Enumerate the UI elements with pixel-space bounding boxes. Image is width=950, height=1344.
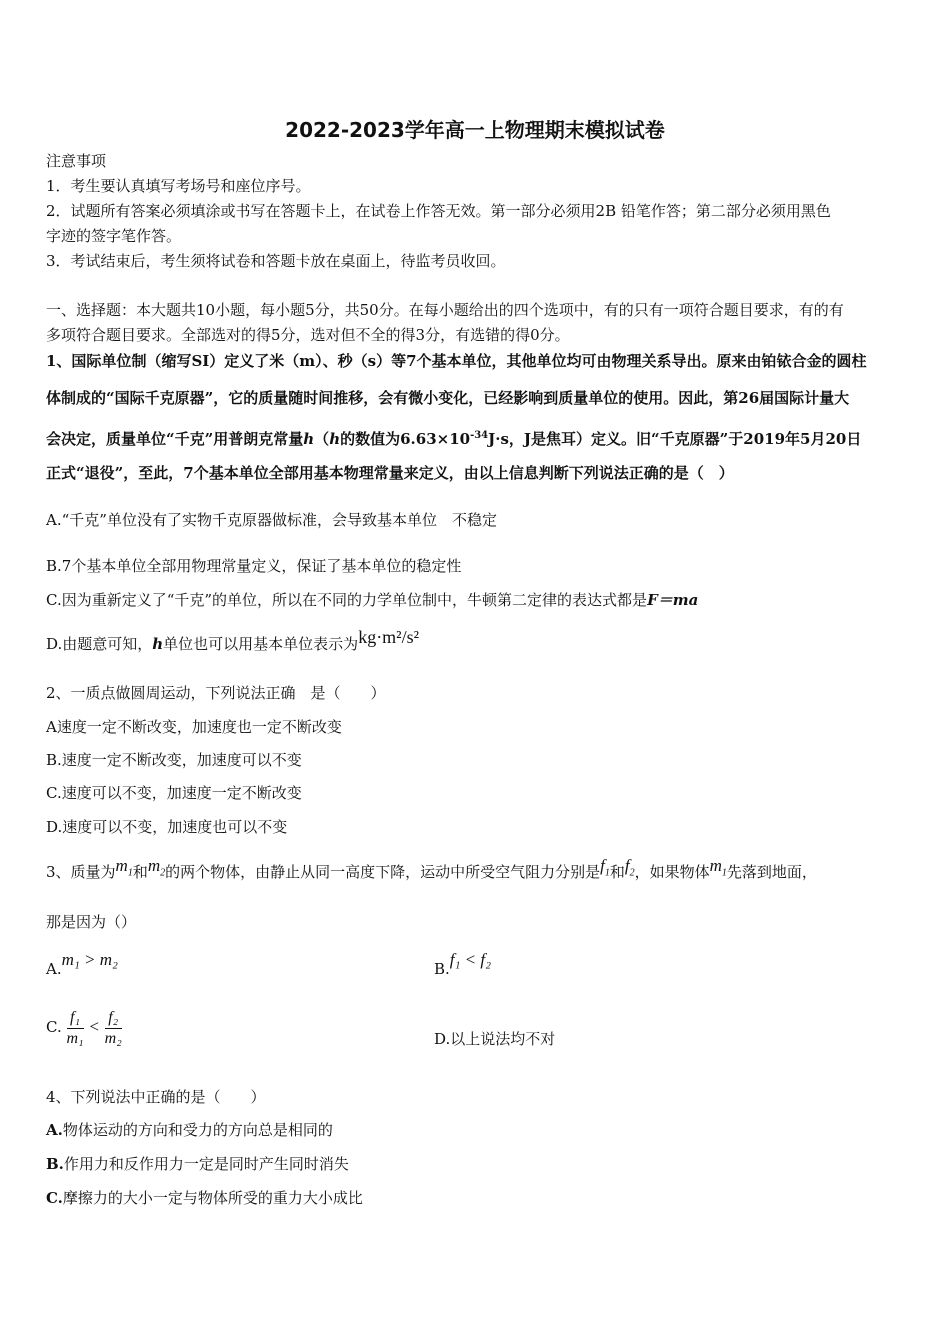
q1-option-d: D.由题意可知，h单位也可以用基本单位表示为kg·m²/s² [46,627,419,653]
q4-stem: 4、下列说法中正确的是（ ） [46,1088,266,1106]
section-heading-cont: 多项符合题目要求。全部选对的得5分，选对但不全的得3分，有选错的得0分。 [46,326,570,344]
q2-option-b: B.速度一定不断改变，加速度可以不变 [46,751,302,769]
page-title: 2022-2023学年高一上物理期末模拟试卷 [285,118,665,142]
math-m1: $m_1$ [709,856,727,879]
newton-formula: F＝ma [647,591,699,609]
q1-stem-line: 1、国际单位制（缩写SI）定义了米（m）、秒（s）等7个基本单位，其他单位均可由物理关系导出。原来由铂铱合金的圆柱 [46,352,867,370]
inequality-f: f₁ < f₂ [449,950,492,969]
planck-symbol: h [329,430,341,448]
q3-option-b: B.f₁ < f₂ [434,950,492,978]
planck-symbol: h [303,430,315,448]
section-heading: 一、选择题：本大题共10小题，每小题5分，共50分。在每小题给出的四个选项中，有的只有一项符合题目要求，有的有 [46,301,844,319]
q3-stem: 3、质量为$m_1$和$m_2$的两个物体，由静止从同一高度下降，运动中所受空气阻力分别是$f_1$和$f_2$，如果物体$m_1$先落到地面， [46,856,817,881]
notice-item: 3．考试结束后，考生须将试卷和答题卡放在桌面上，待监考员收回。 [46,252,506,270]
q2-option-d: D.速度可以不变，加速度也可以不变 [46,818,288,836]
notice-item: 字迹的签字笔作答。 [46,227,182,245]
q3-option-d: D.以上说法均不对 [434,1030,556,1048]
q3-option-a: A.m₁ > m₂ [46,950,118,978]
q4-option-c: C.摩擦力的大小一定与物体所受的重力大小成比 [46,1189,363,1207]
notice-item: 2．试题所有答案必须填涂或书写在答题卡上，在试卷上作答无效。第一部分必须用2B 铅笔作答；第二部分必须用黑色 [46,202,831,220]
notice-item: 1．考生要认真填写考场号和座位序号。 [46,177,311,195]
q2-option-c: C.速度可以不变，加速度一定不断改变 [46,784,302,802]
fraction-f1-m1: $\frac{\text{f₁}}{\text{m₁}}$ [66,1008,84,1047]
q2-stem: 2、一质点做圆周运动，下列说法正确 是（ ） [46,684,386,702]
q3-stem-cont: 那是因为（） [46,913,137,931]
q1-stem-line: 会决定，质量单位“千克”用普朗克常量h（h的数值为$6.63\times 10^{-34}J\cdot s$，J是焦耳）定义。旧“千克原器”于2019年5月20日 [46,430,862,448]
q4-option-a: A.物体运动的方向和受力的方向总是相同的 [46,1121,333,1139]
inequality-m: m₁ > m₂ [61,950,118,969]
math-m1: $m_1$ [115,856,133,879]
q1-stem-line: 体制成的“国际千克原器”，它的质量随时间推移，会有微小变化，已经影响到质量单位的使用。因此，第26届国际计量大 [46,389,850,407]
math-m2: $m_2$ [147,856,166,879]
exponent: -34 [470,430,489,441]
math-f1: $f_1$ [600,856,610,879]
notice-heading: 注意事项 [46,152,107,170]
q1-stem-line: 正式“退役”，至此，7个基本单位全部用基本物理常量来定义，由以上信息判断下列说法正确的是（ ） [46,464,734,482]
q1-option-a: A.“千克”单位没有了实物千克原器做标准，会导致基本单位 不稳定 [46,511,497,529]
q1-option-c: C.因为重新定义了“千克”的单位，所以在不同的力学单位制中，牛顿第二定律的表达式都是F＝ma [46,591,699,609]
unit-expression: kg·m²/s² [358,627,419,647]
q4-option-b: B.作用力和反作用力一定是同时产生同时消失 [46,1155,349,1173]
fraction-f2-m2: $\frac{\text{f₂}}{\text{m₂}}$ [104,1008,122,1047]
q1-option-b: B.7个基本单位全部用物理常量定义，保证了基本单位的稳定性 [46,557,462,575]
math-f2: $f_2$ [624,856,635,879]
q3-option-c: C. $\frac{\text{f₁}}{\text{m₁}}$ < $\frac{\text{f₂}}{\text{m₂}}$ [46,1008,122,1047]
q2-option-a: A速度一定不断改变，加速度也一定不断改变 [46,718,342,736]
